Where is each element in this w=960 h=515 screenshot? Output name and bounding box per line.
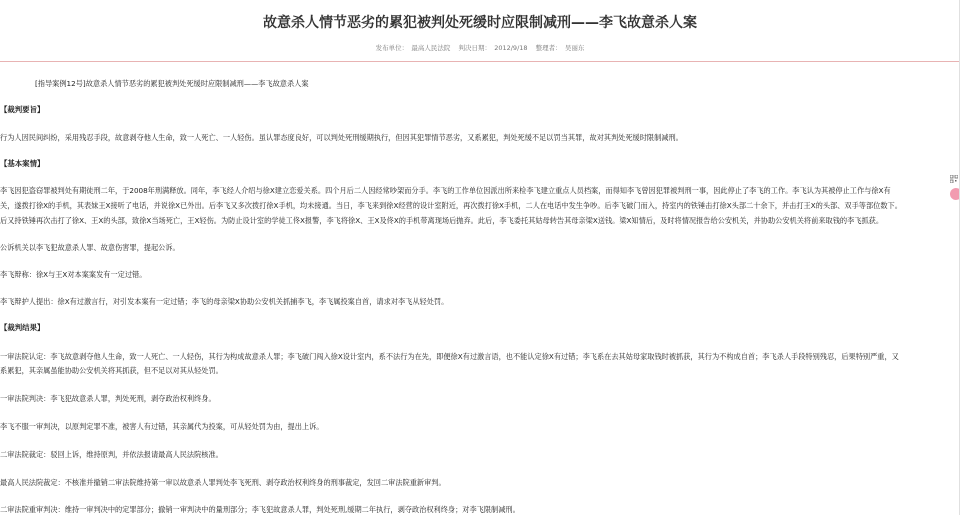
result-heading: 【裁判结果】 (0, 323, 45, 332)
meta-publisher: 发布单位： 最高人民法院 (375, 44, 451, 52)
meta-date: 判决日期： 2012/9/18 (458, 44, 528, 52)
facts-heading: 【基本案情】 (0, 159, 45, 168)
header-divider (0, 61, 960, 62)
summary-heading: 【裁判要旨】 (0, 105, 45, 114)
article-title: 故意杀人情节恶劣的累犯被判处死缓时应限制减刑——李飞故意杀人案 (263, 15, 697, 31)
appeal-paragraph: 李飞不服一审判决，以原判定罪不准，被害人有过错，其亲属代为投案，可从轻处罚为由，提出上诉。 (0, 422, 324, 431)
first-court-line-2: 系累犯，其亲属虽能协助公安机关将其抓获，但不足以对其从轻处罚。 (0, 366, 223, 375)
retrial-paragraph: 二审法院重审判决：维持一审判决中的定罪部分；撤销一审判决中的量刑部分；李飞犯故意杀人罪，判处死刑,缓期二年执行，剥夺政治权利终身；对李飞限制减刑。 (0, 505, 520, 514)
qr-code-icon[interactable] (950, 168, 958, 176)
defendant-paragraph: 李飞辩称：徐X与王X对本案案发有一定过错。 (0, 270, 147, 279)
article-meta (0, 43, 960, 52)
facts-line-2: 关，遂拨打徐X的手机，其表妹王X接听了电话，并说徐X已外出。后李飞又多次拨打徐X手机，均未接通。当日，李飞来到徐X经营的设计室附近，再次拨打徐X手机，二人在电话中发生争吵。后李飞破门而入，持室内的铁锤击打徐X头部二十余下，并击打王X的头部、双手等部位数下。 (0, 201, 902, 210)
guide-case-line: [指导案例12号]故意杀人情节恶劣的累犯被判处死缓时应限制减刑——李飞故意杀人案 (35, 79, 309, 88)
facts-line-3: 后又持铁锤再次击打了徐X、王X的头部，致徐X当场死亡，王X轻伤。为防止设计室的学徒工佟X报警，李飞将徐X、王X及佟X的手机带离现场后抛弃。此后，李飞委托其姑母转告其母亲梁X送钱。梁X知情后，及时将情况报告给公安机关，并协助公安机关将前来取钱的李飞抓获。 (0, 216, 884, 225)
meta-editor: 整理者： 吴丽东 (535, 44, 585, 52)
defense-paragraph: 李飞辩护人提出：徐X有过激言行，对引发本案有一定过错；李飞的母亲梁X协助公安机关抓捕李飞，李飞属投案自首，请求对李飞从轻处罚。 (0, 297, 449, 306)
supreme-ruling-paragraph: 最高人民法院裁定：不核准并撤销二审法院维持第一审以故意杀人罪判处李飞死刑、剥夺政治权利终身的刑事裁定，发回二审法院重新审判。 (0, 478, 446, 487)
first-verdict-paragraph: 一审法院判决：李飞犯故意杀人罪，判处死刑，剥夺政治权利终身。 (0, 394, 216, 403)
summary-text: 行为人因民间纠纷，采用残忍手段，故意剥夺他人生命，致一人死亡、一人轻伤。虽认罪态度良好，可以判处死刑缓期执行，但因其犯罪情节恶劣，又系累犯，判处死缓不足以罚当其罪，故对其判处死缓时限制减刑。 (0, 133, 683, 142)
prosecution-paragraph: 公诉机关以李飞犯故意杀人罪、故意伤害罪，提起公诉。 (0, 243, 180, 252)
first-court-line-1: 一审法院认定：李飞故意剥夺他人生命，致一人死亡、一人轻伤，其行为构成故意杀人罪；李飞破门闯入徐X设计室内，系不法行为在先，即便徐X有过激言语，也不能认定徐X有过错；李飞系在去其姑母家取钱时被抓获，其行为不构成自首；李飞杀人手段特别残忍，后果特别严重，又 (0, 352, 899, 361)
facts-line-1: 李飞因犯盗窃罪被判处有期徒刑二年，于2008年刑满释放。同年，李飞经人介绍与徐X建立恋爱关系。四个月后二人因经常吵架而分手。李飞的工作单位因派出所来检李飞建立重点人员档案，而得知李飞曾因犯罪被判刑一事，因此停止了李飞的工作。李飞认为其被停止工作与徐X有 (0, 186, 891, 195)
second-ruling-paragraph: 二审法院裁定：驳回上诉，维持原判，并依法报请最高人民法院核准。 (0, 450, 223, 459)
